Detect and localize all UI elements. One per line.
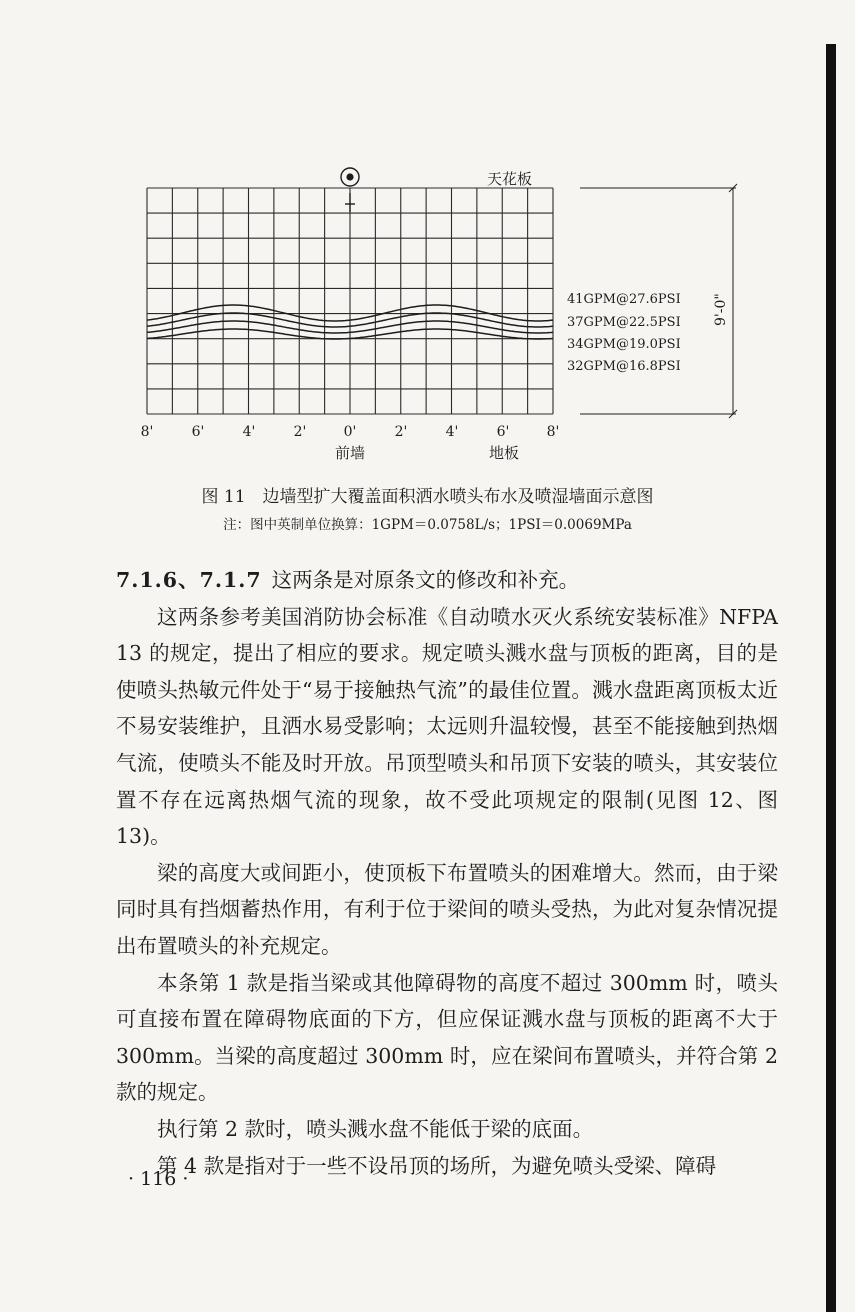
tick-label: 2' <box>293 424 307 440</box>
height-label: 9'-0" <box>713 293 729 326</box>
paragraph: 第 4 款是指对于一些不设吊顶的场所，为避免喷头受梁、障碍 <box>157 1153 717 1178</box>
tick-label: 4' <box>445 424 459 440</box>
x-axis-ticks <box>141 424 560 440</box>
body-text <box>116 562 778 1184</box>
paragraph: 梁的高度大或间距小，使顶板下布置喷头的困难增大。然而，由于梁同时具有挡烟蓄热作用，有利于位于梁间的喷头受热，为此对复杂情况提出布置喷头的补充规定。 <box>116 860 778 958</box>
grid <box>147 188 553 414</box>
curve-label-2: 37GPM@22.5PSI <box>567 315 681 330</box>
paragraph: 执行第 2 款时，喷头溅水盘不能低于梁的底面。 <box>157 1116 594 1141</box>
curve-legend <box>567 292 681 374</box>
floor-label: 地板 <box>488 444 520 462</box>
tick-label: 0' <box>343 424 357 440</box>
section-number: 7.1.6、7.1.7 <box>116 568 262 592</box>
paragraph: 这两条参考美国消防协会标准《自动喷水灭火系统安装标准》NFPA 13 的规定，提出了相应的要求。规定喷头溅水盘与顶板的距离，目的是使喷头热敏元件处于“易于接触热气流”的最佳位置。溅水盘距离顶板太近不易安装维护，且洒水易受影响；太远则升温较慢，甚至不能接触到热烟气流，使喷头不能及时开放。吊顶型喷头和吊顶下安装的喷头，其安装位置不存在远离热烟气流的现象，故不受此项规定的限制(见图 12、图 13)。 <box>116 604 778 849</box>
tick-label: 6' <box>496 424 510 440</box>
section-title: 这两条是对原条文的修改和补充。 <box>271 568 580 592</box>
tick-label: 8' <box>546 424 560 440</box>
ceiling-label: 天花板 <box>487 170 533 188</box>
tick-label: 6' <box>191 424 205 440</box>
tick-label: 4' <box>242 424 256 440</box>
front-wall-label: 前墙 <box>334 444 366 462</box>
spray-pattern-diagram <box>0 0 855 480</box>
figure-note: 注：图中英制单位换算：1GPM＝0.0758L/s；1PSI＝0.0069MPa <box>223 517 632 533</box>
curve-label-4: 32GPM@16.8PSI <box>567 359 681 374</box>
figure-11 <box>0 0 855 560</box>
curve-label-3: 34GPM@19.0PSI <box>567 337 681 352</box>
page-number: · 116 · <box>128 1168 189 1190</box>
section-heading <box>116 562 778 599</box>
tick-label: 8' <box>140 424 154 440</box>
paragraph: 本条第 1 款是指当梁或其他障碍物的高度不超过 300mm 时，喷头可直接布置在障碍物底面的下方，但应保证溅水盘与顶板的距离不大于 300mm。当梁的高度超过 300mm 时，应在梁间布置喷头，并符合第 2 款的规定。 <box>116 970 778 1105</box>
curve-label-1: 41GPM@27.6PSI <box>567 292 681 307</box>
tick-label: 2' <box>394 424 408 440</box>
figure-caption: 图 11 边墙型扩大覆盖面积洒水喷头布水及喷湿墙面示意图 <box>201 487 654 507</box>
